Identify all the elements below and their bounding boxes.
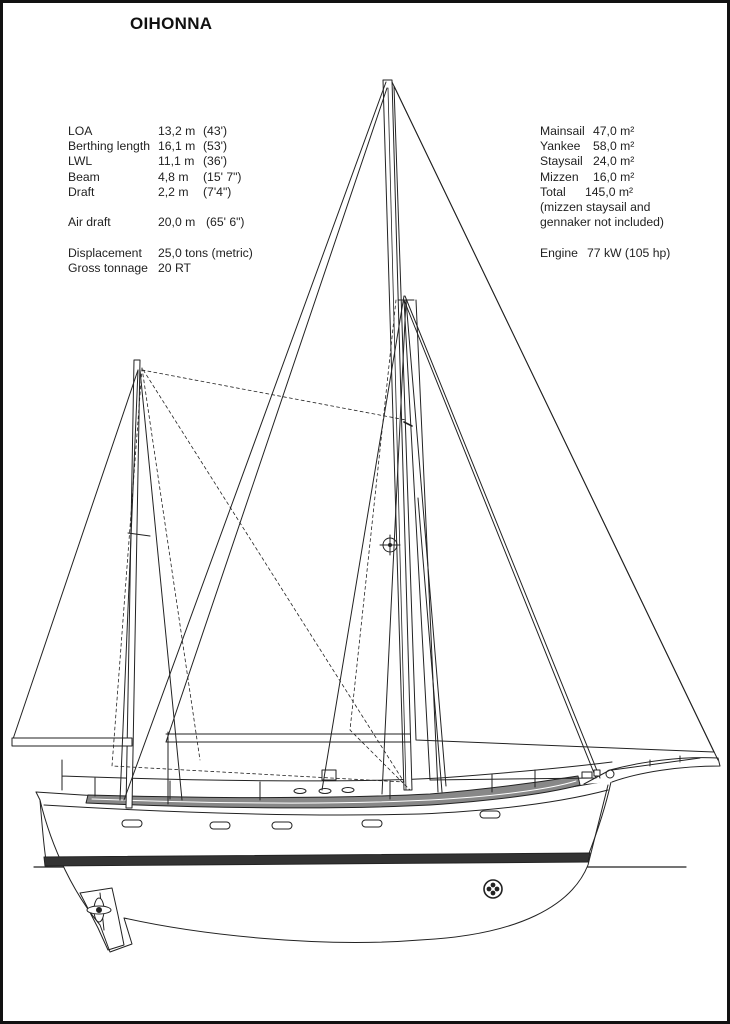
spec-label: Air draft xyxy=(68,215,111,230)
spec-metric: 20,0 m xyxy=(158,215,196,230)
spec-label: Draft xyxy=(68,184,95,199)
spec-metric: 11,1 m xyxy=(158,154,195,169)
staysail xyxy=(404,300,596,780)
spec-metric: 4,8 m xyxy=(158,169,189,184)
sail-label: Staysail xyxy=(540,154,583,169)
mizzen-shroud xyxy=(140,370,182,800)
sail-note-line-1: (mizzen staysail and xyxy=(540,199,651,214)
sail-value: 58,0 m² xyxy=(593,139,635,154)
spec-label: Gross tonnage xyxy=(68,260,148,275)
sail-value: 145,0 m² xyxy=(585,184,634,199)
spec-label: Displacement xyxy=(68,245,142,260)
portlight xyxy=(210,822,230,829)
portlight xyxy=(480,811,500,818)
sail-label: Mainsail xyxy=(540,124,585,138)
spec-metric: 16,1 m xyxy=(158,139,196,154)
portlight xyxy=(272,822,292,829)
deck-hatches xyxy=(294,770,354,794)
spec-label: LWL xyxy=(68,154,93,169)
sail-note-line-2: gennaker not included) xyxy=(540,215,664,230)
sail-value: 47,0 m² xyxy=(593,124,635,138)
hull-underbody xyxy=(40,785,608,952)
spec-imperial: (15' 7") xyxy=(203,169,242,184)
spec-imperial: (43') xyxy=(203,124,228,138)
bowsprit xyxy=(584,758,720,784)
spec-label: Beam xyxy=(68,169,100,184)
spec-value: 20 RT xyxy=(158,260,191,275)
mizzen-sail xyxy=(12,370,138,742)
sail-label: Mizzen xyxy=(540,169,579,184)
mainsail xyxy=(166,88,400,742)
spec-imperial: (65' 6") xyxy=(206,215,245,230)
sail-value: 16,0 m² xyxy=(593,169,635,184)
engine-label: Engine xyxy=(540,245,578,260)
main-backstay xyxy=(124,82,386,800)
spec-imperial: (36') xyxy=(203,154,228,169)
lower-shroud xyxy=(418,498,442,792)
spec-metric: 2,2 m xyxy=(158,184,189,199)
engine-value: 77 kW (105 hp) xyxy=(587,245,671,260)
portlight xyxy=(362,820,382,827)
boat-name-title: OIHONNA xyxy=(130,14,213,33)
spec-value: 25,0 tons (metric) xyxy=(158,245,253,260)
sail-value: 24,0 m² xyxy=(593,154,635,169)
spec-label: Berthing length xyxy=(68,139,150,154)
sail-label: Total xyxy=(540,184,566,199)
running-backstay xyxy=(322,296,404,790)
portlight xyxy=(122,820,142,827)
spec-imperial: (7'4") xyxy=(203,184,232,199)
spec-imperial: (53') xyxy=(203,139,228,154)
forestay xyxy=(392,82,718,760)
mainmast-centerline xyxy=(388,88,406,790)
spec-metric: 13,2 m xyxy=(158,124,196,138)
mizzen-staysail-luff xyxy=(142,368,200,760)
spec-label: LOA xyxy=(68,124,93,138)
sail-label: Yankee xyxy=(540,139,581,154)
triatic-stay xyxy=(142,370,406,420)
mizzen-staysail-outline xyxy=(112,368,404,782)
